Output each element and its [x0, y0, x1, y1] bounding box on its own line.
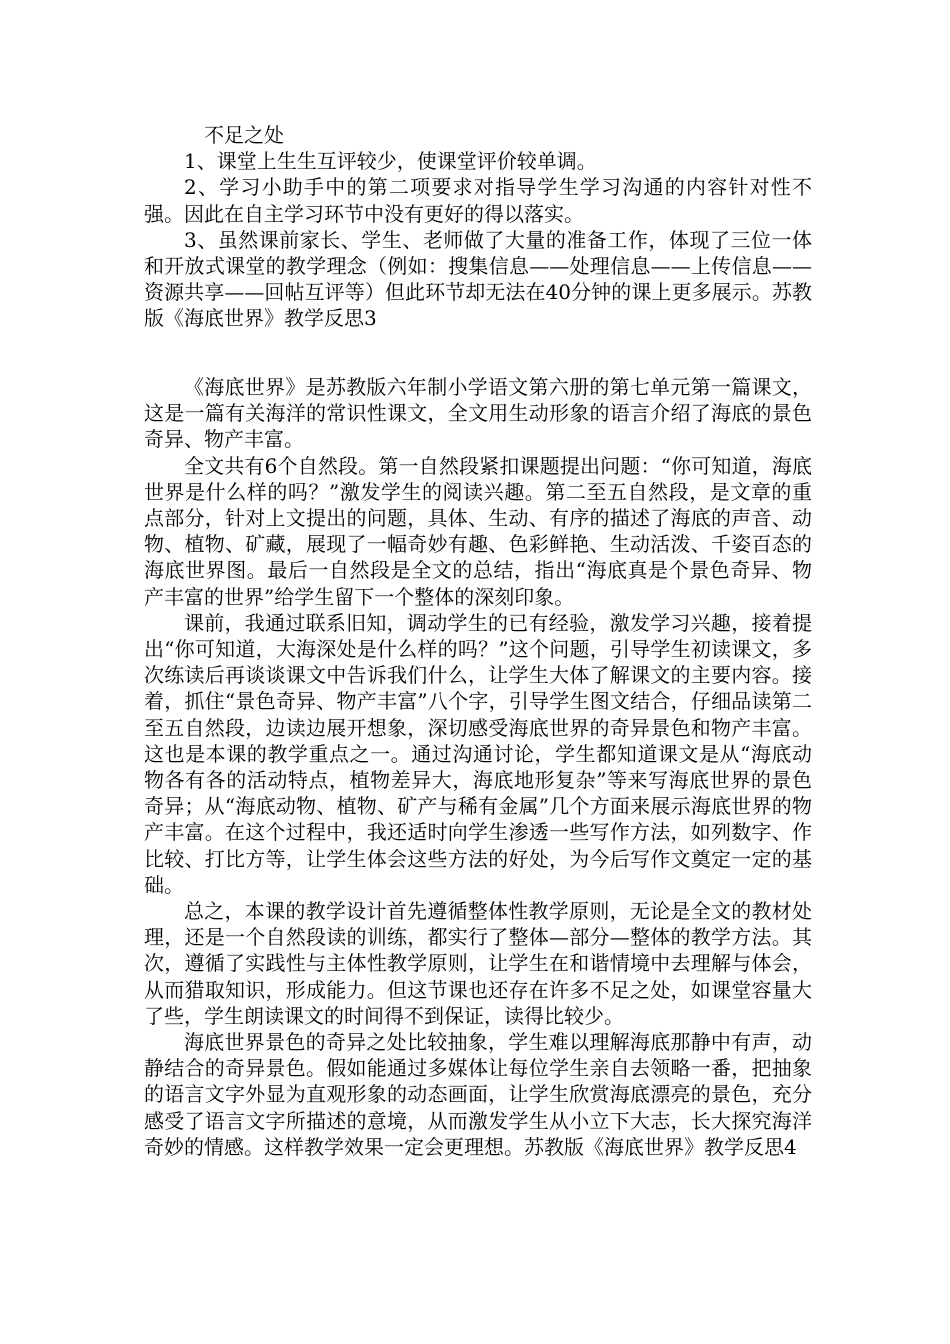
- paragraph-summary: 总之，本课的教学设计首先遵循整体性教学原则，无论是全文的教材处理，还是一个自然段读的训练，都实行了整体—部分—整体的教学方法。其次，遵循了实践性与主体性教学原则，让学生在和谐情境中去理解与体会，从而猎取知识，形成能力。但这节课也还存在许多不足之处，如课堂容量大了些，学生朗读课文的时间得不到保证，读得比较少。: [144, 899, 812, 1028]
- paragraph-teaching-process: 课前，我通过联系旧知，调动学生的已有经验，激发学习兴趣，接着提出“你可知道，大海深处是什么样的吗？”这个问题，引导学生初读课文，多次练读后再谈谈课文中告诉我们什么，让学生大体了解课文的主要内容。接着，抓住“景色奇异、物产丰富”八个字，引导学生图文结合，仔细品读第二至五自然段，边读边展开想象，深切感受海底世界的奇异景色和物产丰富。这也是本课的教学重点之一。通过沟通讨论，学生都知道课文是从“海底动物各有各的活动特点，植物差异大，海底地形复杂”等来写海底世界的景色奇异；从“海底动物、植物、矿产与稀有金属”几个方面来展示海底世界的物产丰富。在这个过程中，我还适时向学生渗透一些写作方法，如列数字、作比较、打比方等，让学生体会这些方法的好处，为今后写作文奠定一定的基础。: [144, 610, 812, 897]
- paragraph-structure: 全文共有6个自然段。第一自然段紧扣课题提出问题：“你可知道，海底世界是什么样的吗？”激发学生的阅读兴趣。第二至五自然段，是文章的重点部分，针对上文提出的问题，具体、生动、有序的描述了海底的声音、动物、植物、矿藏，展现了一幅奇妙有趣、色彩鲜艳、生动活泼、千姿百态的海底世界图。最后一自然段是全文的总结，指出“海底真是个景色奇异、物产丰富的世界”给学生留下一个整体的深刻印象。: [144, 453, 812, 609]
- paragraph-intro: 《海底世界》是苏教版六年制小学语文第六册的第七单元第一篇课文，这是一篇有关海洋的常识性课文，全文用生动形象的语言介绍了海底的景色奇异、物产丰富。: [144, 375, 812, 452]
- paragraph-improvement: 海底世界景色的奇异之处比较抽象，学生难以理解海底那静中有声，动静结合的奇异景色。假如能通过多媒体让每位学生亲自去领略一番，把抽象的语言文字外显为直观形象的动态画面，让学生欣赏海底漂亮的景色，充分感受了语言文字所描述的意境，从而激发学生从小立下大志，长大探究海洋奇妙的情感。这样教学效果一定会更理想。苏教版《海底世界》教学反思4: [144, 1030, 812, 1159]
- shortcoming-item-1: 1、课堂上生生互评较少，使课堂评价较单调。: [184, 149, 597, 174]
- section-heading: 不足之处: [204, 123, 284, 147]
- shortcoming-item-3: 3、虽然课前家长、学生、老师做了大量的准备工作，体现了三位一体和开放式课堂的教学理念（例如：搜集信息——处理信息——上传信息——资源共享——回帖互评等）但此环节却无法在40分钟的课上更多展示。苏教版《海底世界》教学反思3: [144, 227, 812, 331]
- shortcoming-item-2: 2、学习小助手中的第二项要求对指导学生学习沟通的内容针对性不强。因此在自主学习环节中没有更好的得以落实。: [144, 175, 812, 226]
- section-shortcomings: [144, 122, 812, 332]
- section-reflection-3: [144, 374, 812, 1160]
